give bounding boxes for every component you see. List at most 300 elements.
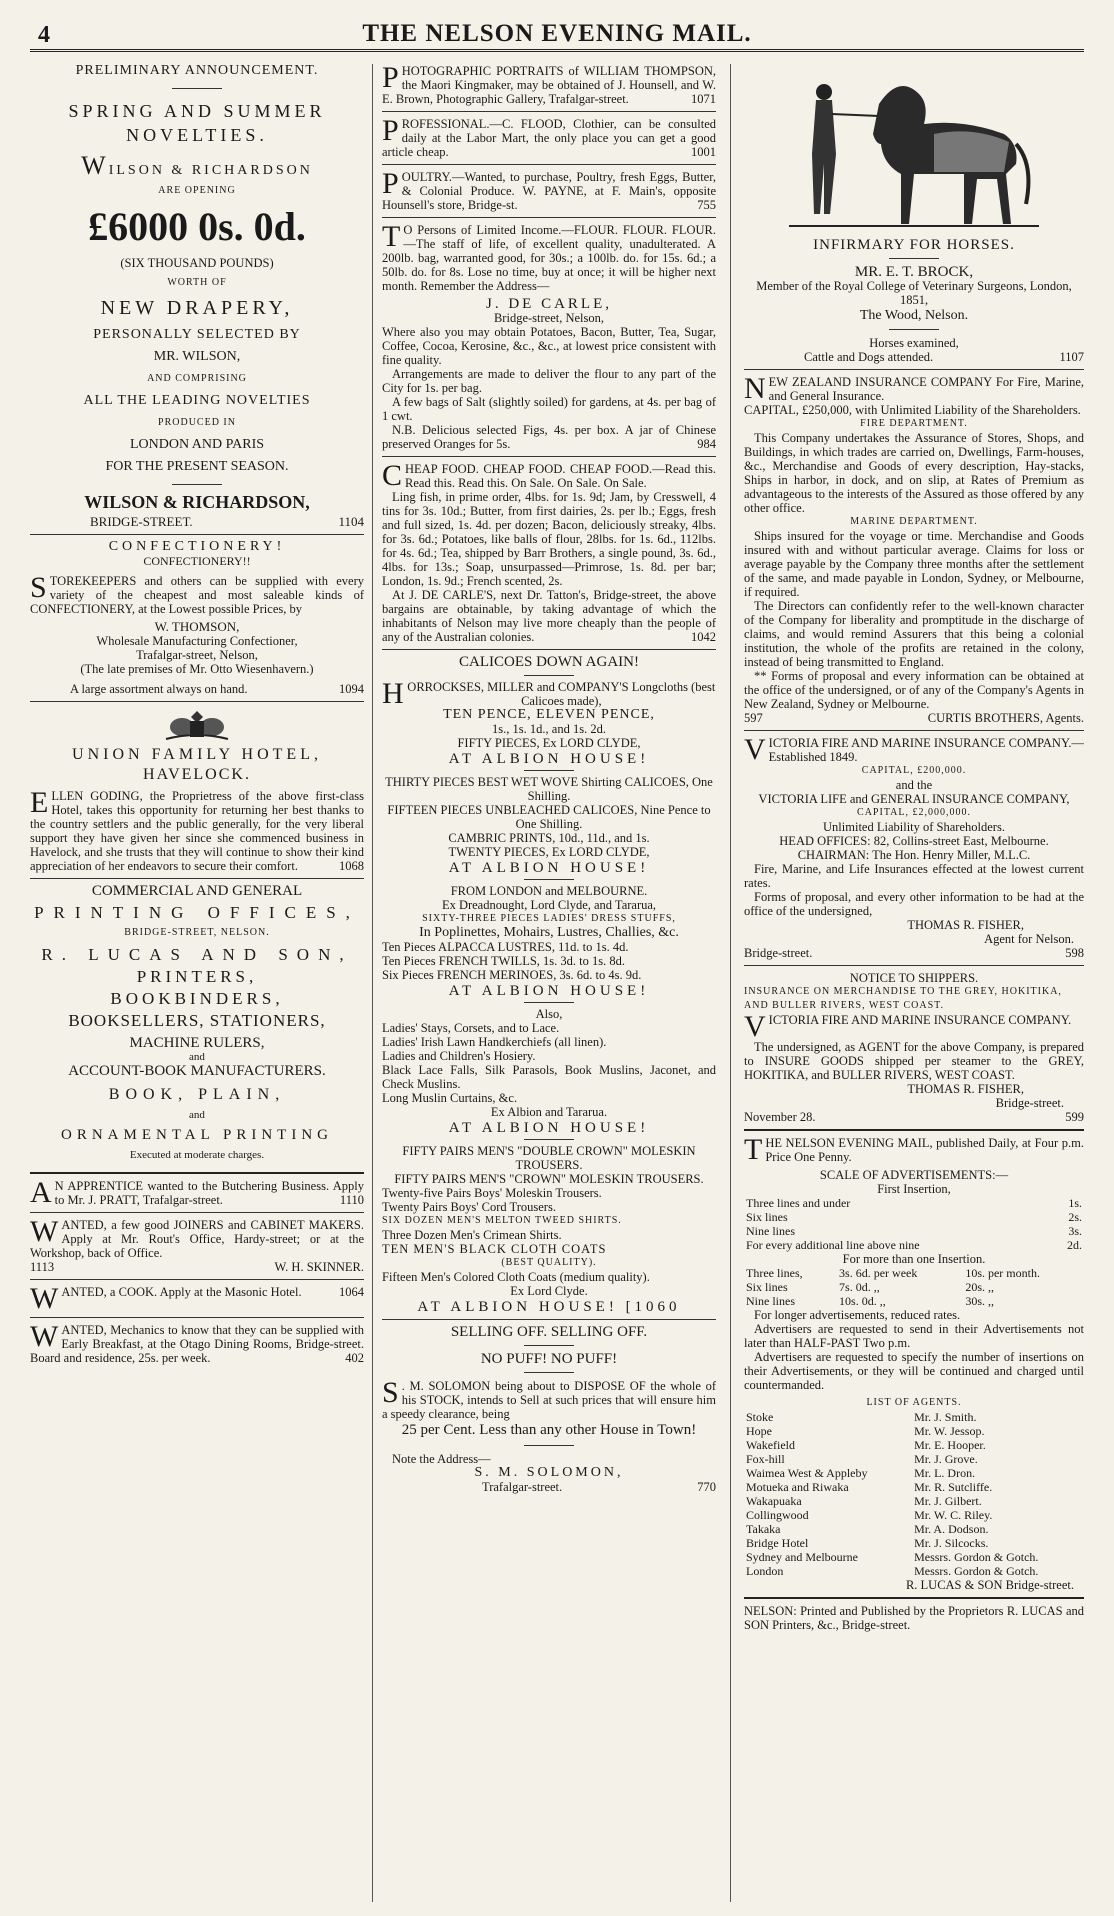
cheap-food-body-2 (382, 588, 716, 644)
table-row (744, 1294, 1084, 1308)
agents-signature: R. LUCAS & SON Bridge-street. (905, 1578, 1074, 1592)
assortment-text: A large assortment always on hand. (70, 682, 248, 696)
victoria-bridge: Bridge-street. (744, 946, 813, 960)
poultry-body: OULTRY.—Wanted, to purchase, Poultry, fresh Eggs, Butter, & Colonial Produce. W. PAYNE, at F. Main's, opposite Hounsell's store, Bridge-st. (382, 170, 716, 212)
cook-ad (30, 1282, 364, 1315)
worth-of: WORTH OF (167, 277, 227, 288)
printing-book-plain: BOOK, PLAIN, (108, 1086, 286, 1103)
printing-heading-1: COMMERCIAL AND GENERAL (91, 883, 303, 899)
shippers-body-2: The undersigned, as AGENT for the above Company, is prepared to INSURE GOODS shipped per steamer to the GREY, HOKITIKA, and BULLER RIVERS, WEST COAST. (744, 1040, 1084, 1082)
rate-label: Nine lines (746, 1294, 795, 1308)
calicoes-line-5: THIRTY PIECES BEST WET WOVE Shirting CALICOES, One Shilling. (385, 775, 713, 803)
divider (382, 164, 716, 165)
rate-label: Three lines, (746, 1266, 803, 1280)
horrockses-body: ORROCKSES, MILLER and COMPANY'S Longcloths (best Calicoes made), (407, 680, 716, 708)
poultry-ad (382, 167, 716, 212)
union-hotel-heading: UNION FAMILY HOTEL, (72, 746, 322, 763)
nz-directors: The Directors can confidently refer to the well-known character of the Company for liberality and promptitude in the discharge of claims, and would remind Assurers that this being a colonial institution, the whole of the profits are retained in the colony, instead of being transmitted to England. (744, 599, 1084, 669)
printing-booksellers: BOOKSELLERS, STATIONERS, (68, 1011, 326, 1030)
calicoes-line-20: Long Muslin Curtains, &c. (382, 1091, 518, 1105)
confectioner-trade: Wholesale Manufacturing Confectioner, (96, 634, 298, 648)
agent-name: Mr. J. Silcocks. (914, 1536, 989, 1550)
rate-price: 3s. (1068, 1224, 1082, 1238)
nz-forms: ** Forms of proposal and every information can be obtained at the office of the undersigned, or of any of the Company's Agents in New Zealand, Sydney or Melbourne. (744, 669, 1084, 711)
divider (744, 1597, 1084, 1599)
nz-insurance-ad (744, 372, 1084, 405)
agent-name: Mr. W. Jessop. (914, 1424, 985, 1438)
agent-place: Hope (746, 1424, 772, 1438)
calicoes-line-29: (BEST QUALITY). (501, 1257, 597, 1268)
ad-number: 755 (697, 198, 716, 212)
table-row (744, 1210, 1084, 1224)
apprentice-body: N APPRENTICE wanted to the Butchering Business. Apply to Mr. J. PRATT, Trafalgar-street. (54, 1179, 364, 1207)
divider (30, 878, 364, 879)
advertisers-request-2: Advertisers are requested to specify the number of insertions on their Advertisements, or they will be continued and charged until countermanded. (744, 1350, 1084, 1392)
printing-printers: PRINTERS, (136, 967, 258, 986)
divider (30, 1172, 364, 1174)
cheap-food-heading: HEAP FOOD. CHEAP FOOD. CHEAP FOOD.—Read this. Read this. Read this. On Sale. On Sale. On Sale. (405, 462, 716, 490)
printing-heading-2: PRINTING OFFICES, (34, 903, 360, 922)
rate-month: 10s. per month. (965, 1266, 1040, 1280)
calicoes-line-8: TWENTY PIECES, Ex LORD CLYDE, (448, 845, 650, 859)
wilson-name: ILSON & RICHARDSON (108, 163, 313, 178)
printing-bookbinders: BOOKBINDERS, (110, 989, 284, 1008)
divider (382, 456, 716, 457)
printing-address: BRIDGE-STREET, NELSON. (124, 927, 270, 938)
drop-cap: S (30, 571, 47, 604)
agent-name: Mr. W. C. Riley. (914, 1508, 993, 1522)
victoria-bridge-line (744, 946, 1084, 960)
agent-place: London (746, 1564, 784, 1578)
drop-cap: T (744, 1133, 763, 1166)
nz-signature: CURTIS BROTHERS, Agents. (927, 711, 1084, 725)
apprentice-ad (30, 1176, 364, 1209)
rate-month: 30s. ,, (965, 1294, 994, 1308)
agent-place: Waimea West & Appleby (746, 1466, 868, 1480)
flour-nb: N.B. Delicious selected Figs, 4s. per box. A jar of Chinese preserved Oranges for 5s. (382, 423, 716, 451)
printing-and-2: and (189, 1109, 205, 1121)
calicoes-line-16: Ladies' Stays, Corsets, and to Lace. (382, 1021, 560, 1035)
calicoes-line-22: FIFTY PAIRS MEN'S "DOUBLE CROWN" MOLESKIN TROUSERS. (402, 1144, 696, 1172)
confectionery-ad (30, 571, 364, 616)
no-puff-heading: NO PUFF! NO PUFF! (480, 1351, 618, 1367)
divider (524, 1002, 574, 1003)
bridge-street: BRIDGE-STREET. (90, 514, 193, 529)
ad-number: 1068 (339, 859, 364, 873)
also: Also, (535, 1007, 563, 1021)
horrockses-ad (382, 677, 716, 710)
table-row (744, 1196, 1084, 1210)
albion-house: AT ALBION HOUSE! (448, 1120, 650, 1136)
calicoes-line-15: Six Pieces FRENCH MERINOES, 3s. 6d. to 4s. 9d. (382, 968, 642, 982)
mr-wilson: MR. WILSON, (153, 349, 241, 364)
solomon-note: Note the Address— (392, 1452, 491, 1466)
calicoes-line-13: Ten Pieces ALPACCA LUSTRES, 11d. to 1s. 4d. (382, 940, 629, 954)
victoria-chairman: CHAIRMAN: The Hon. Henry Miller, M.L.C. (797, 848, 1031, 862)
column-divider (372, 64, 373, 1902)
divider (30, 701, 364, 702)
table-row (744, 1238, 1084, 1252)
rate-week: 3s. 6d. per week (839, 1266, 918, 1280)
horses-examined: Horses examined, (869, 336, 959, 350)
fifty-pieces: FIFTY PIECES, Ex LORD CLYDE, (457, 736, 641, 750)
flour-body-3: Arrangements are made to deliver the flour to any part of the City for 1s. per bag. (382, 367, 716, 395)
agent-name: Mr. J. Grove. (914, 1452, 978, 1466)
ad-number: 1001 (691, 145, 716, 159)
nz-fire-dept: FIRE DEPARTMENT. (860, 418, 968, 429)
calicoes-line-25: Twenty Pairs Boys' Cord Trousers. (382, 1200, 556, 1214)
brock-address: The Wood, Nelson. (859, 308, 969, 323)
drop-cap: N (744, 372, 766, 405)
calicoes-line-10: Ex Dreadnought, Lord Clyde, and Tararua, (441, 898, 657, 912)
table-row (744, 1452, 1084, 1466)
spring-heading: SPRING AND SUMMER (68, 101, 326, 121)
agent-place: Stoke (746, 1410, 774, 1424)
rate-label: Six lines (746, 1210, 788, 1224)
preliminary-heading: PRELIMINARY ANNOUNCEMENT. (75, 64, 319, 78)
calicoes-line-23: FIFTY PAIRS MEN'S "CROWN" MOLESKIN TROUSERS. (394, 1172, 704, 1186)
shippers-victoria-heading: ICTORIA FIRE AND MARINE INSURANCE COMPANY. (768, 1013, 1072, 1027)
divider (889, 329, 939, 330)
divider (172, 88, 222, 89)
divider (382, 111, 716, 112)
nz-insurance-heading: EW ZEALAND INSURANCE COMPANY For Fire, Marine, and General Insurance. (768, 375, 1084, 403)
longer-ads: For longer advertisements, reduced rates. (754, 1308, 961, 1322)
wilson-signature: WILSON & RICHARDSON, (84, 492, 310, 512)
calicoes-line-21: Ex Albion and Tararua. (490, 1105, 608, 1119)
victoria-forms: Forms of proposal, and every other information to be had at the office of the undersigned, (744, 890, 1084, 918)
column-2 (382, 64, 716, 1902)
mail-body: HE NELSON EVENING MAIL, published Daily, at Four p.m. Price One Penny. (765, 1136, 1084, 1164)
rate-month: 20s. ,, (965, 1280, 994, 1294)
agent-name: Messrs. Gordon & Gotch. (914, 1564, 1039, 1578)
agent-place: Sydney and Melbourne (746, 1550, 858, 1564)
calicoes-line-27: Three Dozen Men's Crimean Shirts. (382, 1228, 562, 1242)
calicoes-line-12: In Poplinettes, Mohairs, Lustres, Challies, &c. (419, 925, 679, 940)
divider (889, 258, 939, 259)
flour-ad (382, 220, 716, 293)
calicoes-line-26: SIX DOZEN MEN'S MELTON TWEED SHIRTS. (382, 1215, 622, 1226)
table-row (744, 1410, 1084, 1424)
divider (524, 1445, 574, 1446)
divider (744, 965, 1084, 966)
calicoes-line-18: Ladies and Children's Hosiery. (382, 1049, 536, 1063)
table-row (744, 1536, 1084, 1550)
divider (30, 534, 364, 535)
ad-number: 1113 (30, 1260, 55, 1274)
infirmary-heading: INFIRMARY FOR HORSES. (813, 237, 1015, 253)
agent-place: Takaka (746, 1522, 781, 1536)
agent-name: Mr. R. Sutcliffe. (914, 1480, 993, 1494)
agent-name: Mr. L. Dron. (914, 1466, 976, 1480)
present-season: FOR THE PRESENT SEASON. (105, 459, 289, 474)
solomon-percent: 25 per Cent. Less than any other House in Town! (401, 1422, 697, 1438)
shippers-date-line (744, 1110, 1084, 1124)
column-divider (730, 64, 731, 1902)
calicoes-line-11: SIXTY-THREE PIECES LADIES' DRESS STUFFS, (422, 913, 676, 924)
photo-body: HOTOGRAPHIC PORTRAITS of WILLIAM THOMPSON, the Maori Kingmaker, may be obtained of J. Hounsell, and W. E. Brown, Photographic Gallery, Trafalgar-street. (382, 64, 716, 106)
rate-label: Three lines and under (746, 1196, 851, 1210)
de-carle-address: Bridge-street, Nelson, (493, 311, 605, 325)
victoria-body: Fire, Marine, and Life Insurances effected at the lowest current rates. (744, 862, 1084, 890)
victoria-head-office: HEAD OFFICES: 82, Collins-street East, Melbourne. (779, 834, 1049, 848)
divider (30, 1317, 364, 1318)
drop-cap: W (81, 151, 109, 180)
agent-name: Mr. E. Hooper. (914, 1438, 986, 1452)
divider (30, 1279, 364, 1280)
leading-novelties: ALL THE LEADING NOVELTIES (83, 393, 311, 408)
havelock-heading: HAVELOCK. (143, 766, 251, 783)
ad-number: 402 (345, 1351, 364, 1365)
table-row (744, 1438, 1084, 1452)
assortment-line (30, 682, 364, 696)
victoria-unlimited: Unlimited Liability of Shareholders. (823, 820, 1005, 834)
calicoes-line-14: Ten Pieces FRENCH TWILLS, 1s. 3d. to 1s. 8d. (382, 954, 625, 968)
rate-label: Six lines (746, 1280, 788, 1294)
page-number: 4 (38, 22, 50, 48)
cheap-food-details: At J. DE CARLE'S, next Dr. Tatton's, Bridge-street, the above bargains are obtainable, by taking advantage of which the inhabitants of Nelson may live more cheaply than the people of any of the Australian colonies. (382, 588, 716, 644)
brock-name: MR. E. T. BROCK, (854, 264, 974, 280)
confectioner-late-premises: (The late premises of Mr. Otto Wiesenhavern.) (80, 662, 314, 676)
produced-in: PRODUCED IN (158, 417, 236, 428)
drop-cap: P (382, 167, 399, 200)
new-drapery: NEW DRAPERY, (100, 297, 294, 319)
divider (524, 770, 574, 771)
agent-name: Mr. J. Smith. (914, 1410, 977, 1424)
agent-place: Wakefield (746, 1438, 796, 1452)
advertisers-request-1: Advertisers are requested to send in their Advertisements not later than HALF-PAST Two p.m. (744, 1322, 1084, 1350)
rate-price: 1s. (1068, 1196, 1082, 1210)
divider (744, 1129, 1084, 1131)
solomon-address-line (382, 1480, 716, 1494)
rate-price: 2d. (1067, 1238, 1082, 1252)
rates-table-1 (744, 1196, 1084, 1252)
ad-number: 1110 (339, 1193, 364, 1207)
printing-machine-rulers: MACHINE RULERS, (129, 1035, 265, 1051)
table-row (744, 1550, 1084, 1564)
albion-house-final: AT ALBION HOUSE! [1060 (417, 1299, 681, 1315)
divider (744, 369, 1084, 370)
victoria-agent: Agent for Nelson. (984, 932, 1074, 946)
cheap-food-ad (382, 459, 716, 492)
agent-place: Motueka and Riwaka (746, 1480, 849, 1494)
albion-house: AT ALBION HOUSE! (448, 983, 650, 999)
calicoes-line-9: FROM LONDON and MELBOURNE. (450, 884, 648, 898)
albion-house: AT ALBION HOUSE! (448, 751, 650, 767)
horse-illustration-icon (784, 64, 1044, 234)
scale-heading: SCALE OF ADVERTISEMENTS:— (819, 1168, 1009, 1182)
rate-week: 10s. 0d. ,, (839, 1294, 886, 1308)
drop-cap: C (382, 459, 403, 492)
ad-number: 984 (697, 437, 716, 451)
table-row (744, 1424, 1084, 1438)
agent-name: Mr. A. Dodson. (914, 1522, 989, 1536)
calicoes-line-17: Ladies' Irish Lawn Handkerchiefs (all linen). (382, 1035, 607, 1049)
table-row (744, 1494, 1084, 1508)
cattle-dogs: Cattle and Dogs attended. (804, 350, 934, 364)
shippers-body: INSURANCE ON MERCHANDISE TO THE GREY, HOKITIKA, AND BULLER RIVERS, WEST COAST. (744, 986, 1062, 1011)
drop-cap: P (382, 64, 399, 94)
albion-house: AT ALBION HOUSE! (448, 860, 650, 876)
nz-sign-line (744, 711, 1084, 725)
ad-number: 597 (744, 711, 763, 725)
divider (524, 1139, 574, 1140)
table-row (744, 1466, 1084, 1480)
nz-marine-dept: MARINE DEPARTMENT. (850, 516, 978, 527)
victoria-capital: CAPITAL, £200,000. (861, 765, 967, 776)
solomon-name: S. M. SOLOMON, (474, 1465, 624, 1480)
amount-words: (SIX THOUSAND POUNDS) (120, 256, 274, 270)
union-hotel-ad (30, 786, 364, 873)
confectionery-body: TOREKEEPERS and others can be supplied with every variety of the cheapest and most saleable kinds of CONFECTIONERY, at the Lowest possible Prices, by (30, 574, 364, 616)
are-opening: ARE OPENING (158, 185, 236, 196)
drop-cap: A (30, 1176, 52, 1209)
table-row (744, 1508, 1084, 1522)
divider (524, 1345, 574, 1346)
table-row (744, 1480, 1084, 1494)
victoria-capital-2: CAPITAL, £2,000,000. (857, 807, 971, 818)
ad-number: 1071 (691, 92, 716, 106)
agent-place: Fox-hill (746, 1452, 785, 1466)
coat-of-arms-icon (162, 707, 232, 741)
rate-label: Nine lines (746, 1224, 795, 1238)
column-1 (30, 64, 364, 1902)
shippers-bridge: Bridge-street. (995, 1096, 1064, 1110)
table-row (744, 1280, 1084, 1294)
table-row (744, 1522, 1084, 1536)
ad-number: 1094 (339, 682, 364, 696)
printing-charges: Executed at moderate charges. (129, 1149, 265, 1161)
table-row (744, 1564, 1084, 1578)
victoria-heading: ICTORIA FIRE AND MARINE INSURANCE COMPANY.—Established 1849. (768, 736, 1084, 764)
rate-label: For every additional line above nine (746, 1238, 920, 1252)
solomon-ad (382, 1376, 716, 1421)
divider (524, 879, 574, 880)
brock-member: Member of the Royal College of Veterinary Surgeons, London, 1851, (756, 279, 1072, 307)
drop-cap: V (744, 1010, 766, 1043)
calicoes-heading: CALICOES DOWN AGAIN! (459, 654, 639, 670)
mail-ad (744, 1133, 1084, 1166)
agents-heading: LIST OF AGENTS. (866, 1397, 962, 1408)
shippers-signature: THOMAS R. FISHER, (907, 1082, 1024, 1096)
nz-fire-body: This Company undertakes the Assurance of Stores, Shops, and Buildings, in which trades are carried on, Dwellings, Farm-houses, &c., Merchandise and Goods of every description, Hay-stacks, Ships in harbor, in dock, and on slip, at Rates of Premium as advantageous to the interests of the Assured as those offered by any other office. (744, 431, 1084, 515)
agents-table (744, 1410, 1084, 1578)
agent-name: Mr. J. Gilbert. (914, 1494, 982, 1508)
mechanics-body: ANTED, Mechanics to know that they can be supplied with Early Breakfast, at the Otago Dining Rooms, Bridge-street. Board and residence, 25s. per week. (30, 1323, 364, 1365)
bridge-street-line (30, 515, 364, 529)
more-than-one: For more than one Insertion. (842, 1252, 986, 1266)
ad-number: 1104 (338, 514, 364, 529)
table-row (744, 1224, 1084, 1238)
cattle-line (744, 350, 1084, 364)
divider (382, 217, 716, 218)
calicoes-line-28: TEN MEN'S BLACK CLOTH COATS (382, 1242, 607, 1256)
drop-cap: T (382, 220, 401, 253)
union-hotel-body: LLEN GODING, the Proprietress of the above first-class Hotel, takes this opportunity for returning her best thanks to the country settlers and the public generally, for the very liberal support they have given her since she commenced business in Havelock, and she trusts that they will continue to show their kind appreciation of her endeavors to secure their comfort. (30, 789, 364, 873)
agent-place: Wakapuaka (746, 1494, 802, 1508)
and-comprising: AND COMPRISING (147, 373, 247, 384)
ad-number: 770 (697, 1480, 716, 1494)
agent-place: Bridge Hotel (746, 1536, 809, 1550)
cook-body: ANTED, a COOK. Apply at the Masonic Hotel. (61, 1285, 302, 1299)
printing-and: and (189, 1051, 205, 1063)
drop-cap: W (30, 1320, 59, 1353)
selling-off-heading: SELLING OFF. SELLING OFF. (450, 1324, 648, 1340)
flour-body-2: Where also you may obtain Potatoes, Bacon, Butter, Tea, Sugar, Coffee, Cocoa, Kerosine, &c., &c., at lowest price consistent with fine quality. (382, 325, 716, 367)
calicoes-line-31: Ex Lord Clyde. (510, 1284, 588, 1298)
calicoes-line-7: CAMBRIC PRINTS, 10d., 11d., and 1s. (448, 831, 650, 845)
confectioner-name: W. THOMSON, (154, 619, 240, 634)
ad-number: 599 (1065, 1110, 1084, 1124)
table-row (744, 1266, 1084, 1280)
de-carle-name: J. DE CARLE, (486, 296, 612, 312)
solomon-body: . M. SOLOMON being about to DISPOSE OF the whole of his STOCK, intends to Sell at such prices that will ensure him a speedy clearance, being (382, 1379, 716, 1421)
joiners-body: ANTED, a few good JOINERS and CABINET MAKERS. Apply at Mr. Rout's Office, Hardy-street; or at the Workshop, back of Office. (30, 1218, 364, 1260)
divider (382, 1319, 716, 1320)
cheap-food-body: Ling fish, in prime order, 4lbs. for 1s. 9d; Jam, by Cresswell, 4 tins for 3s. 10d.; Butter, from first dairies, 2s. per lb.; Eggs, fresh and full sized, 1s. 4d. per dozen; Bacon, deliciously streaky, 4lbs. for 3s. 6d.; Potatoes, like balls of flour, 28lbs. for 1s. 6d., 112lbs. for 4s. 6d.; Tea, shipped by Barr Brothers, a single pound, 3s. 6d., 4lbs. for 13s.; Soap, unsurpassed—Primrose, 1s. 8d. per bar; London, 1s. 9d.; French scented, 2s. (382, 490, 716, 588)
shippers-date: November 28. (744, 1110, 816, 1124)
divider (524, 675, 574, 676)
mechanics-ad (30, 1320, 364, 1365)
ad-number: 598 (1065, 946, 1084, 960)
divider (382, 649, 716, 650)
masthead (30, 18, 1084, 52)
imprint: NELSON: Printed and Published by the Proprietors R. LUCAS and SON Printers, &c., Bridge-street. (744, 1604, 1084, 1632)
printing-account-book: ACCOUNT-BOOK MANUFACTURERS. (68, 1063, 326, 1079)
nz-capital: CAPITAL, £250,000, with Unlimited Liability of the Shareholders. (744, 403, 1081, 417)
victoria-signature: THOMAS R. FISHER, (907, 918, 1024, 932)
joiners-sign-line (30, 1260, 364, 1274)
rates-table-2 (744, 1266, 1084, 1308)
personally-selected: PERSONALLY SELECTED BY (93, 327, 301, 342)
calicoes-line-24: Twenty-five Pairs Boys' Moleskin Trousers. (382, 1186, 602, 1200)
drop-cap: W (30, 1215, 59, 1248)
drop-cap: H (382, 677, 404, 710)
agent-place: Collingwood (746, 1508, 809, 1522)
london-paris: LONDON AND PARIS (129, 437, 265, 452)
calicoes-prices-2: 1s., 1s. 1d., and 1s. 2d. (492, 722, 606, 736)
newspaper-title: THE NELSON EVENING MAIL. (362, 20, 752, 47)
drop-cap: V (744, 733, 766, 766)
rate-week: 7s. 0d. ,, (839, 1280, 880, 1294)
flood-ad (382, 114, 716, 159)
flood-body: ROFESSIONAL.—C. FLOOD, Clothier, can be consulted daily at the Labor Mart, the only place you can get a good article cheap. (382, 117, 716, 159)
victoria-ad (744, 733, 1084, 766)
calicoes-line-30: Fifteen Men's Colored Cloth Coats (medium quality). (382, 1270, 650, 1284)
agent-name: Messrs. Gordon & Gotch. (914, 1550, 1039, 1564)
drop-cap: E (30, 786, 49, 819)
calicoes-line-6: FIFTEEN PIECES UNBLEACHED CALICOES, Nine Pence to One Shilling. (387, 803, 711, 831)
shippers-victoria (744, 1010, 1084, 1043)
rate-price: 2s. (1068, 1210, 1082, 1224)
first-insertion: First Insertion, (877, 1182, 951, 1196)
calicoes-line-19: Black Lace Falls, Silk Parasols, Book Muslins, Jaconet, and Check Muslins. (382, 1063, 716, 1091)
victoria-and: and the (895, 778, 933, 792)
confectionery-heading: CONFECTIONERY! (108, 539, 286, 554)
column-3 (744, 64, 1084, 1902)
divider (30, 1212, 364, 1213)
joiners-signature: W. H. SKINNER. (274, 1260, 364, 1274)
solomon-address: Trafalgar-street. (482, 1480, 563, 1494)
victoria-life: VICTORIA LIFE and GENERAL INSURANCE COMPANY, (758, 792, 1070, 806)
confectionery-subheading: CONFECTIONERY!! (143, 554, 251, 568)
shippers-heading: NOTICE TO SHIPPERS. (849, 971, 979, 985)
confectioner-address: Trafalgar-street, Nelson, (136, 648, 258, 662)
nz-marine-body: Ships insured for the voyage or time. Merchandise and Goods insured with and without particular average. Claims for loss or average payable by the Company three months after the settlement of the same, and made payable in London, Sydney, or Melbourne, if required. (744, 529, 1084, 599)
novelties-heading: NOVELTIES. (126, 125, 268, 145)
divider (744, 730, 1084, 731)
printing-ornamental: ORNAMENTAL PRINTING (61, 1127, 333, 1143)
